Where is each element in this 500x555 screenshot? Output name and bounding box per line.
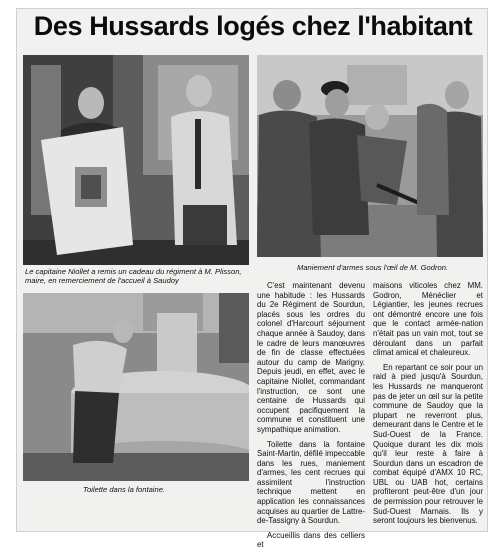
newspaper-clipping <box>16 8 488 550</box>
photo-fountain <box>23 293 249 481</box>
article-paragraph: En repartant ce soir pour un raid à pied jusqu'à Sourdun, les Hussards ne manqueront pas de jeter un œil sur la petite commune de Saudoy que la plupart ne reverront plus, demeurant dans le Centre et le Sud-Ouest de la France. Quoique durant les dix mois qu'il leur reste à faire à Sourdun dans un escadron de combat équipé d'AMX 10 RC, UBL ou UAB hot, certains profiteront peut-être d'un jour de permission pour retrouver le Sud-Ouest Marnais. Ils y seront toujours les bienvenus. <box>373 362 483 526</box>
caption-photo-3: Toilette dans la fontaine. <box>83 485 166 494</box>
article-paragraph: Toilette dans la fontaine Saint-Martin, défilé impeccable dans les rues, maniement d'armes, les cent recrues qui assimilent l'instruction technique mettent en application les connaissances acquises au quartier de Lattre-de-Tassigny à Sourdun. <box>257 439 365 526</box>
caption-photo-1: Le capitaine Niollet a remis un cadeau du régiment à M. Plisson, maire, en remerciement de l'accueil à Saudoy <box>25 267 242 286</box>
headline: Des Hussards logés chez l'habitant <box>33 11 473 41</box>
article-paragraph: maisons viticoles chez MM. Godron, Ménéclier et Légiantier, les jeunes recrues ont démontré encore une fois que le contact armée-nation n'était pas un vain mot, tout se déroulant dans un parfait climat amical et chaleureux. <box>373 281 483 358</box>
photo-gift-presentation <box>23 55 249 265</box>
article-paragraph: C'est maintenant devenu une habitude : les Hussards du 2e Régiment de Sourdun, placés sous les ordres du colonel d'Harcourt séjournent chaque année à Saudoy, dans le cadre de leurs manœuvres de fin de classe effectuées autour du camp de Marigny. Depuis jeudi, en effet, avec le capitaine Niollet, commandant l'instruction, ce sont une centaine de Hussards qui occupent pacifiquement la commune et constituent une sympathique animation. <box>257 281 365 434</box>
caption-photo-2: Maniement d'armes sous l'œil de M. Godron. <box>297 263 449 272</box>
article-column-1 <box>257 281 365 555</box>
article-paragraph: Accueillis dans des celliers et <box>257 530 365 550</box>
article-column-2 <box>373 281 483 531</box>
photo-weapons-handling <box>257 55 483 257</box>
